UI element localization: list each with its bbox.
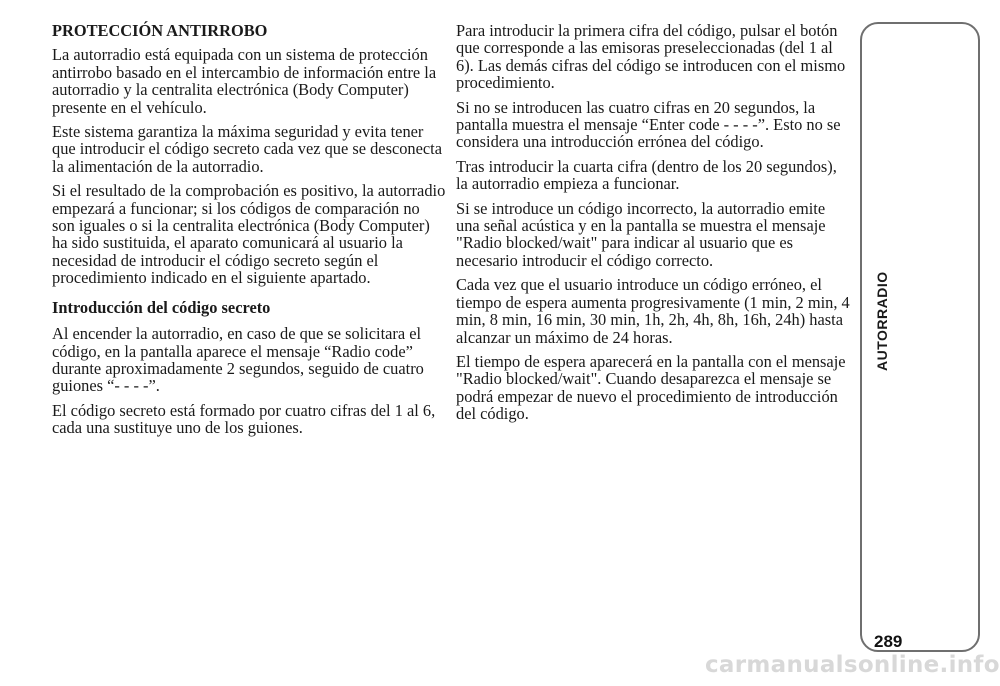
subsection-heading: Introducción del código secreto	[52, 297, 271, 317]
chapter-label: AUTORRADIO	[874, 271, 890, 371]
paragraph: Si no se introducen las cuatro cifras en 20 segundos, la pantalla muestra el mensaje “Enter code - - - -”. Esto no se considera una introducción errónea del código.	[456, 97, 841, 152]
watermark: carmanualsonline.info	[705, 652, 1000, 678]
paragraph: Si el resultado de la comprobación es positivo, la autorradio empezará a funcionar; si los códigos de comparación no son iguales o si la centralita electrónica (Body Computer) ha sido sustituida, el aparato comunicará al usuario la necesidad de introducir el código secreto según el procedimiento indicado en el siguiente apartado.	[52, 181, 446, 288]
paragraph: El tiempo de espera aparecerá en la pantalla con el mensaje "Radio blocked/wait". Cuando desaparezca el mensaje se podrá empezar de nuevo el procedimiento de introducción del código.	[456, 351, 846, 424]
paragraph: Cada vez que el usuario introduce un código erróneo, el tiempo de espera aumenta progresivamente (1 min, 2 min, 4 min, 8 min, 16 min, 30 min, 1h, 2h, 4h, 8h, 16h, 24h) hasta alcanzar un máximo de 24 horas.	[456, 275, 850, 347]
paragraph: Al encender la autorradio, en caso de que se solicitara el código, en la pantalla aparece el mensaje “Radio code” durante aproximadamente 2 segundos, seguido de cuatro guiones “- - - -”.	[52, 324, 424, 396]
section-heading: PROTECCIÓN ANTIRROBO	[52, 21, 268, 40]
paragraph: Este sistema garantiza la máxima seguridad y evita tener que introducir el código secreto cada vez que se desconecta la alimentación de la autorradio.	[52, 122, 443, 176]
paragraph: Tras introducir la cuarta cifra (dentro de los 20 segundos), la autorradio empieza a funcionar.	[456, 156, 837, 194]
paragraph: El código secreto está formado por cuatro cifras del 1 al 6, cada una sustituye uno de los guiones.	[52, 400, 436, 438]
right-column	[456, 22, 850, 430]
paragraph: Si se introduce un código incorrecto, la autorradio emite una señal acústica y en la pantalla se muestra el mensaje "Radio blocked/wait" para indicar al usuario que es necesario introducir el código correcto.	[456, 198, 826, 270]
page-number: 289	[874, 632, 903, 651]
paragraph: Para introducir la primera cifra del código, pulsar el botón que corresponde a las emisoras preseleccionadas (del 1 al 6). Las demás cifras del código se introducen con el mismo procedimiento.	[456, 21, 846, 93]
left-column	[52, 22, 446, 444]
paragraph: La autorradio está equipada con un sistema de protección antirrobo basado en el intercambio de información entre la autorradio y la centralita electrónica (Body Computer) presente en el vehículo.	[52, 45, 437, 117]
